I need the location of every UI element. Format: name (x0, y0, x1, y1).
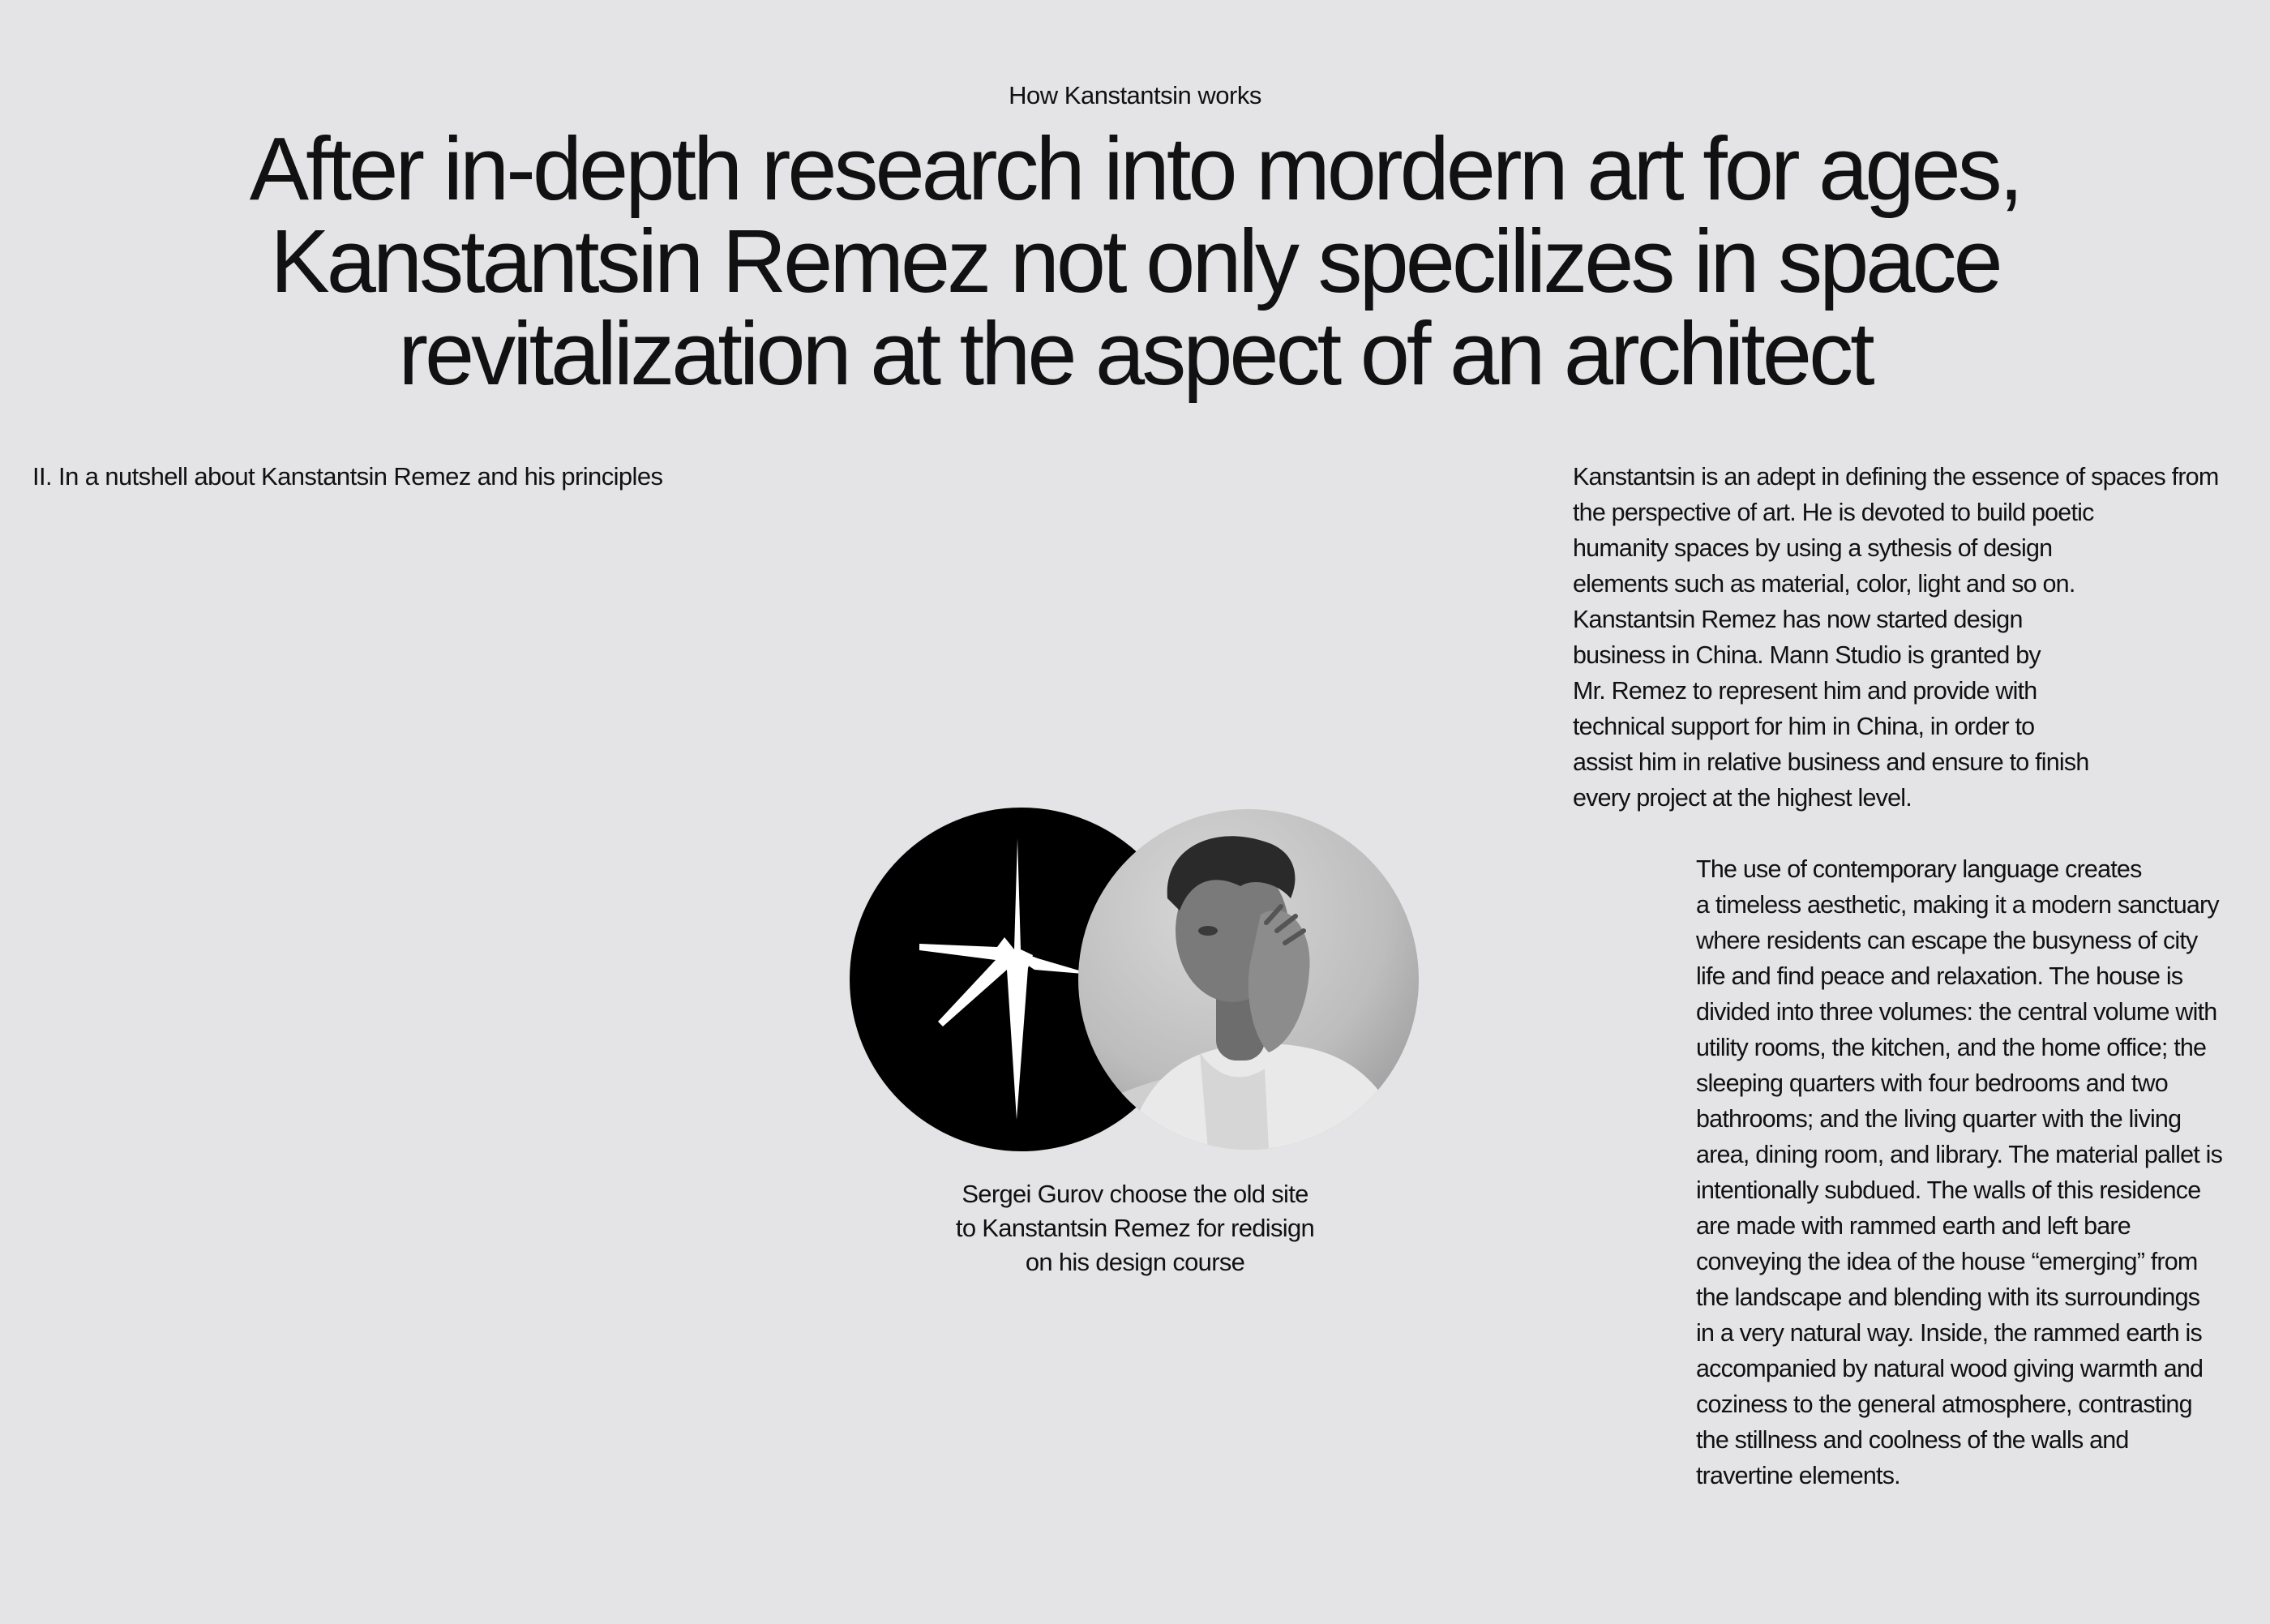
text-line: Kanstantsin is an adept in defining the essence of spaces from (1573, 463, 2219, 491)
text-line: technical support for him in China, in order to (1573, 713, 2035, 740)
section-label: II. In a nutshell about Kanstantsin Remez and his principles (32, 462, 663, 491)
text-line: elements such as material, color, light and so on. (1573, 570, 2075, 598)
headline-line: revitalization at the aspect of an architect (398, 304, 1872, 404)
text-line: the landscape and blending with its surroundings (1696, 1283, 2200, 1311)
text-line: accompanied by natural wood giving warmth and (1696, 1355, 2204, 1382)
text-line: every project at the highest level. (1573, 784, 1912, 812)
caption-line: Sergei Gurov choose the old site (962, 1180, 1308, 1208)
portrait-illustration (1078, 809, 1419, 1150)
caption-line: on his design course (1025, 1248, 1245, 1276)
text-line: where residents can escape the busyness of city (1696, 927, 2198, 954)
text-line: The use of contemporary language creates (1696, 855, 2142, 883)
text-line: bathrooms; and the living quarter with the living (1696, 1105, 2182, 1133)
text-line: a timeless aesthetic, making it a modern sanctuary (1696, 891, 2219, 919)
text-line: divided into three volumes: the central volume with (1696, 998, 2217, 1026)
text-line: sleeping quarters with four bedrooms and two (1696, 1069, 2168, 1097)
text-line: humanity spaces by using a sythesis of design (1573, 534, 2053, 562)
text-line: are made with rammed earth and left bare (1696, 1212, 2131, 1240)
text-line: Mr. Remez to represent him and provide with (1573, 677, 2037, 705)
headline-line: Kanstantsin Remez not only specilizes in space (270, 212, 2000, 311)
text-line: the perspective of art. He is devoted to build poetic (1573, 499, 2094, 526)
logo-portrait-group (850, 808, 1419, 1151)
text-line: in a very natural way. Inside, the rammed earth is (1696, 1319, 2202, 1347)
page-headline (162, 119, 2108, 404)
text-line: life and find peace and relaxation. The house is (1696, 962, 2183, 990)
headline-line: After in-depth research into mordern art for ages, (249, 119, 2021, 219)
about-paragraph-1 (1573, 459, 2254, 816)
about-paragraph-2 (1573, 851, 2254, 1493)
text-line: area, dining room, and library. The material pallet is (1696, 1141, 2223, 1168)
caption-line: to Kanstantsin Remez for redisign (955, 1214, 1315, 1242)
text-line: Kanstantsin Remez has now started design (1573, 606, 2023, 633)
image-caption (892, 1177, 1378, 1279)
text-line: conveying the idea of the house “emerging” from (1696, 1248, 2198, 1275)
text-line: utility rooms, the kitchen, and the home office; the (1696, 1034, 2207, 1061)
text-line: travertine elements. (1696, 1462, 1900, 1489)
text-line: coziness to the general atmosphere, contrasting (1696, 1390, 2192, 1418)
portrait-photo (1078, 809, 1419, 1150)
text-line: the stillness and coolness of the walls and (1696, 1426, 2129, 1454)
section-eyebrow: How Kanstantsin works (1009, 81, 1261, 109)
text-line: intentionally subdued. The walls of this residence (1696, 1176, 2201, 1204)
about-text (1573, 459, 2254, 1493)
text-line: assist him in relative business and ensure to finish (1573, 748, 2089, 776)
text-line: business in China. Mann Studio is granted by (1573, 641, 2041, 669)
